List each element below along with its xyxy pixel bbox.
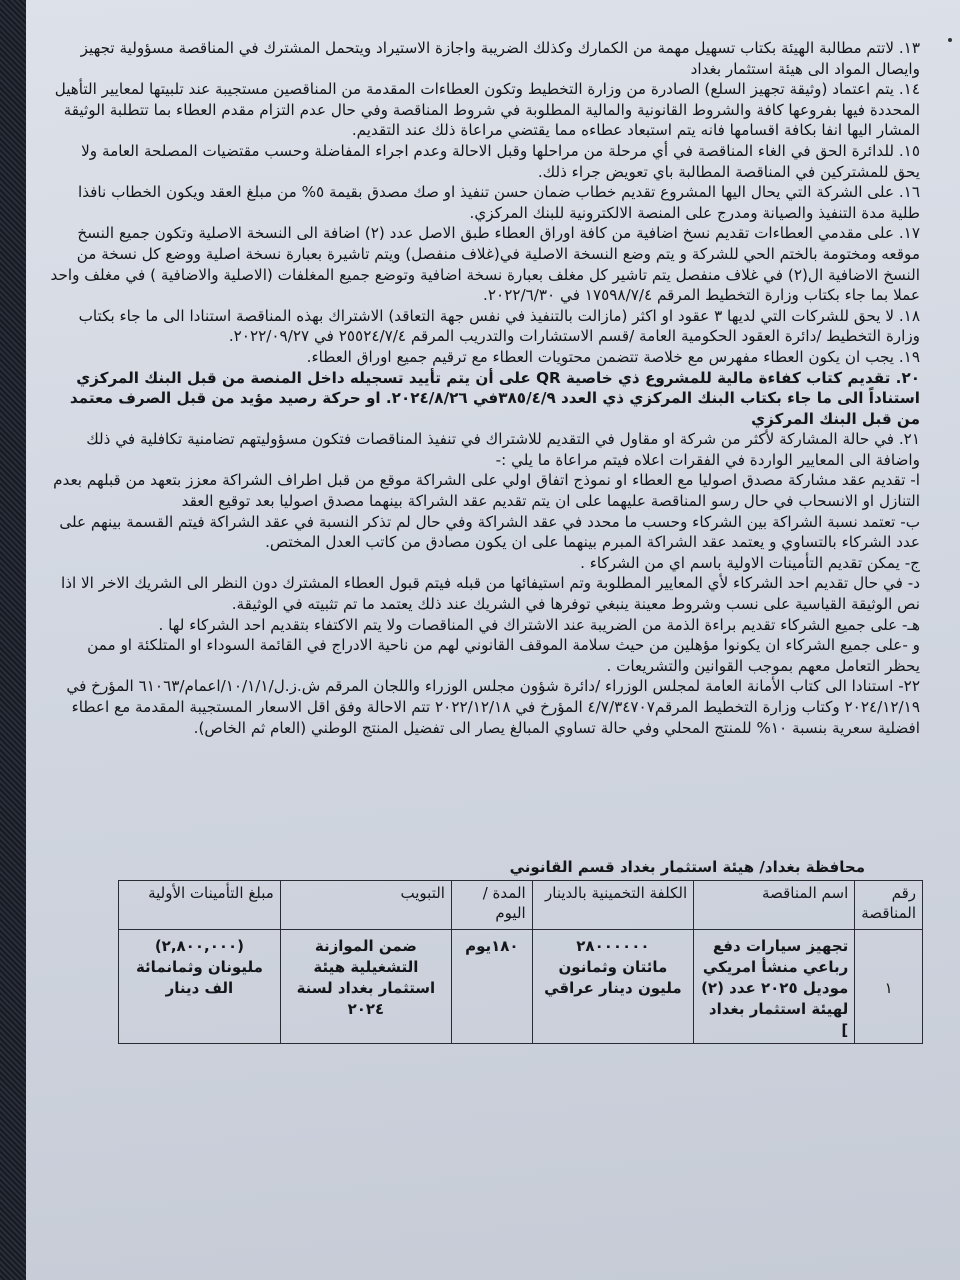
paragraph-18: ١٨. لا يحق للشركات التي لديها ٣ عقود او اكثر (مازالت بالتنفيذ في نفس جهة التعاقد) الاشتراك بهذه المناقصة استنادا الى ما جاء بكتاب وزارة التخطيط /دائرة العقود الحكومية العامة /قسم الاستشارات والتدريب المرقم ٢٥٥٢٤/٧/٤ في ٢٠٢٢/٠٩/٢٧.	[78, 306, 920, 346]
paragraph-number: ٢١	[903, 430, 920, 449]
header-estimated-cost: الكلفة التخمينية بالدينار	[532, 881, 693, 930]
paper-speck	[948, 38, 952, 42]
paragraph-text: على مقدمي العطاءات تقديم نسخ اضافية من كافة اوراق العطاء طبق الاصل عدد (٢) اضافة الى النسخة الاصلية وتكون جميع النسخ موقعه ومختومة بالختم الحي للشركة و يتم وضع النسخة الاصلية في(غلاف منفصل) ويتم تاشيرة بعبارة نسخة اصلية ووضع كل نسخة من النسخ الاضافية ال(٢) في غلاف منفصل يتم تاشير كل مغلف بعبارة نسخة اضافية وتوضع جميع المغلفات (الاصلية والاضافية ) في مغلف واحد عملا بما جاء بكتاب وزارة التخطيط المرقم ١٧٥٩٨/٧/٤ في ٢٠٢٢/٦/٣٠.	[50, 224, 920, 305]
paragraph-16: ١٦. على الشركة التي يحال اليها المشروع تقديم خطاب ضمان حسن تنفيذ او صك مصدق بقيمة ٥% من مبلغ العقد ويكون الخطاب نافذا طلية مدة التنفيذ والصيانة ومدرج على المنصة الالكترونية للبنك المركزي.	[77, 183, 920, 222]
subitem-letter: ب-	[900, 512, 920, 531]
subitem-letter: ا-	[910, 471, 920, 490]
deposit-figure: (٢,٨٠٠,٠٠٠)	[154, 937, 245, 955]
paragraph-13: ١٣. لاتتم مطالبة الهيئة بكتاب تسهيل مهمة من الكمارك وكذلك الضريبة واجازة الاستيراد ويتحمل المشترك في المناقصة مسؤولية تجهيز وايصال المواد الى هيئة استثمار بغداد	[80, 39, 920, 78]
paragraph-text: تقديم كتاب كفاءة مالية للمشروع ذي خاصية QR على أن يتم تأييد تسجيله داخل المنصة من قبل البنك المركزي استناداً الى ما جاء بكتاب البنك المركزي ذي العدد ٣٨٥/٤/٩في ٢٠٢٤/٨/٢٦. او حركة رصيد مؤيد من قبل الصرف معتمد من قبل البنك المركزي	[69, 368, 920, 428]
cost-words: مائتان وثمانون مليون دينار عراقي	[544, 958, 682, 997]
table-row	[119, 930, 923, 1044]
paragraph-number: ٢٢-	[898, 677, 920, 696]
deposit-words: مليونان وثمانمائة الف دينار	[135, 958, 263, 997]
subitem-text: تقديم عقد مشاركة مصدق اصوليا مع العطاء او نموذج اتفاق اولي على الشراكة موقع من قبل اطراف الشراكة معزز بتعهد من قبلهم بعدم التنازل او الانسحاب في حال رسو المناقصة عليهما على ان يتم تقديم عقد الشراكة بينهما مصدق اصوليا بعد توقيع العقد	[53, 471, 920, 511]
paragraph-number: ١٧	[903, 224, 920, 243]
subitem-text: على جميع الشركاء تقديم براءة الذمة من الضريبة عند الاشتراك في المناقصات ولا يتم الاكتفاء بتقديم احد الشركاء لها .	[158, 615, 898, 634]
subitem-letter: و -	[902, 636, 920, 655]
paragraph-number: ٢٠	[901, 368, 920, 387]
subitem-letter: هـ-	[902, 615, 920, 634]
paragraph-21: ٢١. في حالة المشاركة لأكثر من شركة او مقاول في التقديم للاشتراك في تنفيذ المناقصات فتكون مسؤوليتهم تضامنية تكافلية في ذلك واضافة الى المعايير الواردة في الفقرات اعلاه فيتم مراعاة ما يلي :-	[86, 430, 920, 469]
cell-tender-name: تجهيز سيارات دفع رباعي منشأ امريكي موديل ٢٠٢٥ عدد (٢) لهيئة استثمار بغداد ]	[694, 930, 855, 1044]
paragraph-text: للدائرة الحق في الغاء المناقصة في أي مرحلة من مراحلها وقبل الاحالة وعدم اجراء المفاضلة وحسب مقتضيات المصلحة العامة ولا يحق للمشتركين في المناقصة المطالبة باي تعويض جراء ذلك.	[81, 141, 920, 181]
paragraph-number: ١٥	[903, 141, 920, 160]
subitem-d	[50, 573, 920, 614]
subitem-c	[50, 553, 920, 574]
background-fabric	[0, 0, 28, 1280]
paragraph-text: يجب ان يكون العطاء مفهرس مع خلاصة تتضمن محتويات العطاء مع ترقيم جميع اوراق العطاء.	[306, 347, 895, 366]
cost-figure: ٢٨٠٠٠٠٠٠	[576, 937, 650, 955]
paragraph-14: ١٤. يتم اعتماد (وثيقة تجهيز السلع) الصادرة من وزارة التخطيط وتكون العطاءات المقدمة من المناقصين مستجيبة عند تلبيتها لمعايير التأهيل المحددة فيها بفروعها كافة والشروط القانونية والمالية المطلوبة في شروط المناقصة وفي حال عدم التزام مقدم العطاء بما تتطلبة الوثيقة المشار اليها انفا بكافة اقسامها فانه يتم استبعاد عطاءه مما يقتضي مراعاة ذلك عند التقديم.	[54, 80, 920, 140]
header-duration: المدة /اليوم	[451, 881, 532, 930]
paragraph-15: ١٥. للدائرة الحق في الغاء المناقصة في أي مرحلة من مراحلها وقبل الاحالة وعدم اجراء المفاضلة وحسب مقتضيات المصلحة العامة ولا يحق للمشتركين في المناقصة المطالبة باي تعويض جراء ذلك.	[81, 141, 920, 181]
subitem-b	[50, 512, 920, 553]
header-tender-name: اسم المناقصة	[694, 881, 855, 930]
paragraph-22	[50, 676, 920, 738]
paragraph-number: ١٦	[903, 183, 920, 202]
paragraph-text: على الشركة التي يحال اليها المشروع تقديم خطاب ضمان حسن تنفيذ او صك مصدق بقيمة ٥% من مبلغ العقد ويكون الخطاب نافذا طلية مدة التنفيذ والصيانة ومدرج على المنصة الالكترونية للبنك المركزي.	[77, 183, 920, 222]
subitem-e	[50, 615, 920, 636]
subitem-a	[50, 470, 920, 511]
subitem-text: تعتمد نسبة الشراكة بين الشركاء وحسب ما محدد في عقد الشراكة وفي حال لم تذكر النسبة في عقد الشراكة فيتم القسمة بينهم على عدد الشركاء بالتساوي و يعتمد عقد الشراكة المبرم بينهما على ان يكون مصادق من كاتب العدل المختص.	[59, 512, 920, 552]
subitem-letter: ج-	[904, 553, 920, 572]
paragraph-17: ١٧. على مقدمي العطاءات تقديم نسخ اضافية من كافة اوراق العطاء طبق الاصل عدد (٢) اضافة الى النسخة الاصلية وتكون جميع النسخ موقعه ومختومة بالختم الحي للشركة و يتم وضع النسخة الاصلية في(غلاف منفصل) ويتم تاشيرة بعبارة نسخة اصلية ووضع كل نسخة من النسخ الاضافية ال(٢) في غلاف منفصل يتم تاشير كل مغلف بعبارة نسخة اضافية وتوضع جميع المغلفات (الاصلية والاضافية ) في مغلف واحد عملا بما جاء بكتاب وزارة التخطيط المرقم ١٧٥٩٨/٧/٤ في ٢٠٢٢/٦/٣٠.	[50, 224, 920, 305]
cell-category: ضمن الموازنة التشغيلية هيئة استثمار بغداد لسنة ٢٠٢٤	[280, 930, 451, 1044]
document-body	[50, 38, 920, 738]
paragraph-text: يتم اعتماد (وثيقة تجهيز السلع) الصادرة من وزارة التخطيط وتكون العطاءات المقدمة من المناقصين مستجيبة عند تلبيتها لمعايير التأهيل المحددة فيها بفروعها كافة والشروط القانونية والمالية المطلوبة في شروط المناقصة وفي حال عدم التزام مقدم العطاء بما تتطلبة الوثيقة المشار اليها انفا بكافة اقسامها فانه يتم استبعاد عطاءه مما يقتضي مراعاة ذلك عند التقديم.	[54, 80, 920, 140]
table-title: محافظة بغداد/ هيئة استثمار بغداد قسم القانوني	[509, 858, 865, 876]
paragraph-number: ١٣	[903, 39, 920, 57]
paragraph-text: استنادا الى كتاب الأمانة العامة لمجلس الوزراء /دائرة شؤون مجلس الوزراء واللجان المرقم ش.ز.ل/١٠/١/١/اعمام/٦١٠٦٣ المؤرخ في ٢٠٢٤/١٢/١٩ وكتاب وزارة التخطيط المرقم٤/٧/٣٤٧٠٧ المؤرخ في ٢٠٢٢/١٢/١٨ تتم الاحالة وفق اقل الاسعار المستجيبة المقدمة مع اعطاء افضلية سعرية بنسبة ١٠% للمنتج المحلي وفي حالة تساوي المبالغ يصار الى تفضيل المنتج الوطني (العام ثم الخاص).	[66, 677, 920, 737]
paragraph-19: ١٩. يجب ان يكون العطاء مفهرس مع خلاصة تتضمن محتويات العطاء مع ترقيم جميع اوراق العطاء.	[306, 347, 920, 366]
subitem-text: يمكن تقديم التأمينات الاولية باسم اي من الشركاء .	[580, 553, 900, 572]
tender-table	[118, 880, 923, 1044]
subitem-f	[50, 635, 920, 676]
paragraph-number: ١٤	[903, 80, 920, 99]
paragraph-number: ١٩	[903, 347, 920, 366]
paragraph-text: لاتتم مطالبة الهيئة بكتاب تسهيل مهمة من الكمارك وكذلك الضريبة واجازة الاستيراد ويتحمل المشترك في المناقصة مسؤولية تجهيز وايصال المواد الى هيئة استثمار بغداد	[80, 39, 920, 78]
subitem-letter: د-	[907, 574, 920, 593]
header-initial-deposit: مبلغ التأمينات الأولية	[119, 881, 281, 930]
subitem-text: على جميع الشركاء ان يكونوا مؤهلين من حيث سلامة الموقف القانوني لهم من ناحية الادراج في القائمة السوداء او المتلكئة او ممن يحظر التعامل معهم بموجب القوانين والتشريعات .	[87, 636, 920, 675]
paragraph-text: لا يحق للشركات التي لديها ٣ عقود او اكثر (مازالت بالتنفيذ في نفس جهة التعاقد) الاشتراك بهذه المناقصة استنادا الى ما جاء بكتاب وزارة التخطيط /دائرة العقود الحكومية العامة /قسم الاستشارات والتدريب المرقم ٢٥٥٢٤/٧/٤ في ٢٠٢٢/٠٩/٢٧.	[78, 306, 920, 346]
header-category: التبويب	[280, 881, 451, 930]
cell-estimated-cost	[532, 930, 693, 1044]
header-tender-number: رقم المناقصة	[855, 881, 923, 930]
paragraph-20: ٢٠. تقديم كتاب كفاءة مالية للمشروع ذي خاصية QR على أن يتم تأييد تسجيله داخل المنصة من قبل البنك المركزي استناداً الى ما جاء بكتاب البنك المركزي ذي العدد ٣٨٥/٤/٩في ٢٠٢٤/٨/٢٦. او حركة رصيد مؤيد من قبل الصرف معتمد من قبل البنك المركزي	[69, 368, 920, 428]
paragraph-text: في حالة المشاركة لأكثر من شركة او مقاول في التقديم للاشتراك في تنفيذ المناقصات فتكون مسؤوليتهم تضامنية تكافلية في ذلك واضافة الى المعايير الواردة في الفقرات اعلاه فيتم مراعاة ما يلي :-	[86, 430, 920, 469]
cell-tender-number: ١	[855, 930, 923, 1044]
cell-duration: ١٨٠يوم	[451, 930, 532, 1044]
paragraph-number: ١٨	[903, 306, 920, 325]
subitem-text: في حال تقديم احد الشركاء لأي المعايير المطلوبة وتم استيفائها من قبله فيتم قبول العطاء المشترك دون النظر الى الشريك الاخر الا اذا نص الوثيقة القياسية على نسب وشروط معينة ينبغي توفرها في الشريك عند ذلك يعتمد ما تم تثبيته في الوثيقة.	[60, 574, 920, 614]
table-header-row	[119, 881, 923, 930]
cell-initial-deposit	[119, 930, 281, 1044]
